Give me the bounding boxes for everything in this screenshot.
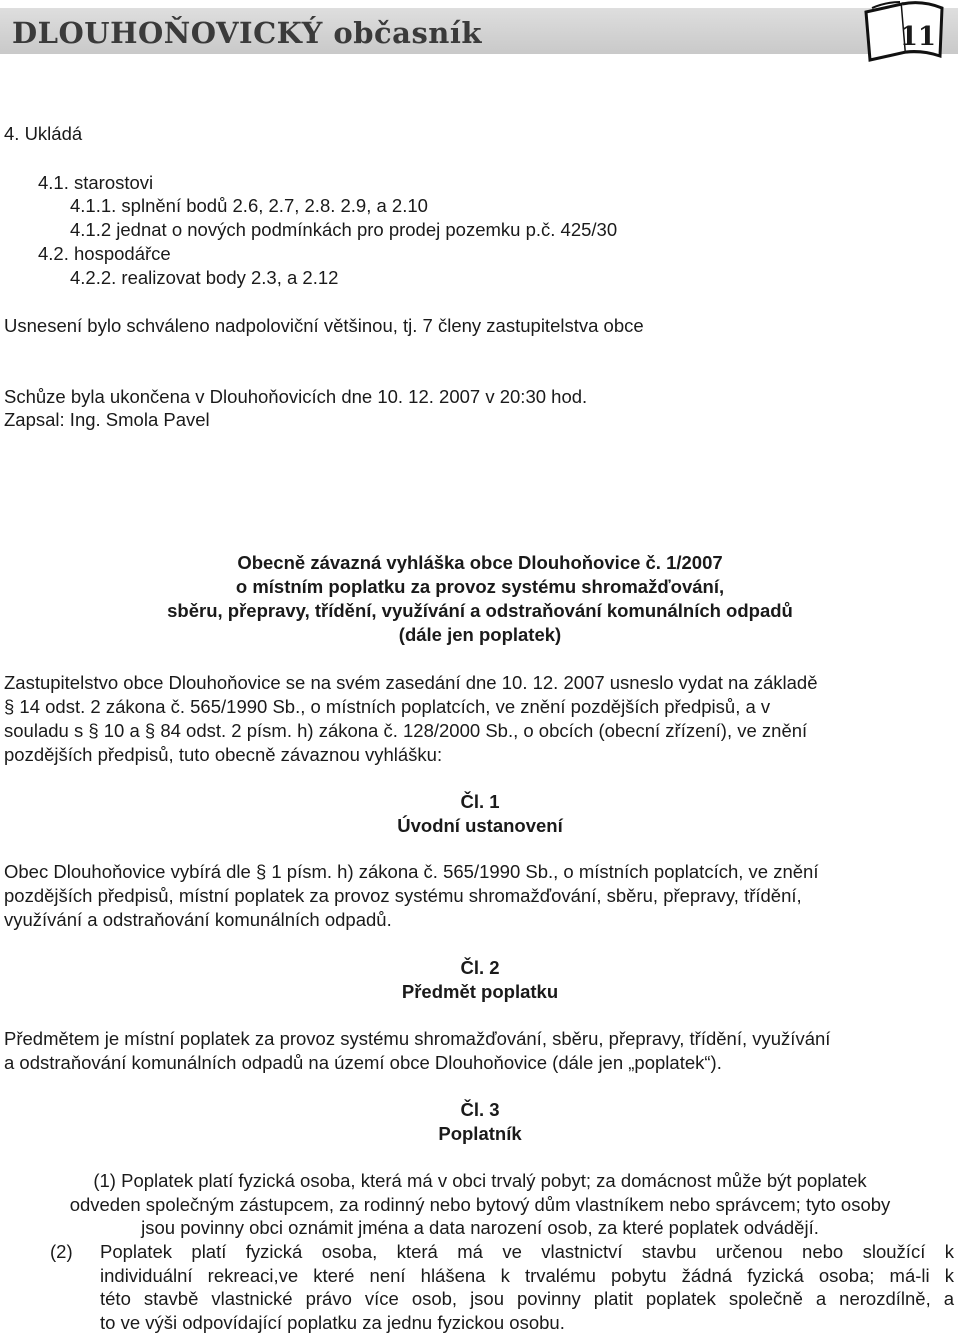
minutes-item: 4.2. hospodářce [38,243,171,264]
decree-subtitle: (dále jen poplatek) [398,624,562,645]
paragraph-2-text: této stavbě vlastnické právo více osob, jsou povinny platit poplatek společně a nerozdílně, a [100,1288,954,1309]
intro-line: souladu s § 10 a § 84 odst. 2 písm. h) zákona č. 128/2000 Sb., o obcích (obecní zřízení), ve znění [4,720,808,741]
minutes-item: 4.1.2 jednat o nových podmínkách pro prodej pozemku p.č. 425/30 [70,219,618,240]
article-text: Obec Dlouhoňovice vybírá dle § 1 písm. h) zákona č. 565/1990 Sb., o místních poplatcích, ve znění [4,861,819,882]
minutes-item: 4.2.2. realizovat body 2.3, a 2.12 [70,267,339,288]
paragraph-2-text: to ve výši odpovídající poplatku za jednu fyzickou osobu. [100,1312,565,1333]
closing-text: Schůze byla ukončena v Dlouhoňovicích dne 10. 12. 2007 v 20:30 hod. [4,386,588,407]
minutes-item: 4.1.1. splnění bodů 2.6, 2.7, 2.8. 2.9, a 2.10 [70,195,428,216]
decree-title: Obecně závazná vyhláška obce Dlouhoňovice č. 1/2007 [237,552,723,573]
article-title: Úvodní ustanovení [397,815,563,836]
paragraph-2-number: (2) [50,1241,73,1262]
paragraph-2-text: Poplatek platí fyzická osoba, která má ve vlastnictví stavbu určenou nebo sloužící k [100,1241,954,1262]
paragraph-1-text: jsou povinny obci oznámit jména a data narození osob, za které poplatek odvádějí. [141,1217,819,1238]
article-text: a odstraňování komunálních odpadů na území obce Dlouhoňovice (dále jen „poplatek“). [4,1052,722,1073]
minutes-item: 4.1. starostovi [38,172,154,193]
article-number: Čl. 1 [460,791,500,812]
page-header-bar [0,8,958,54]
intro-line: pozdějších předpisů, tuto obecně závaznou vyhlášku: [4,744,443,765]
intro-line: Zastupitelstvo obce Dlouhoňovice se na svém zasedání dne 10. 12. 2007 usneslo vydat na základě [4,672,818,693]
article-number: Čl. 3 [460,1099,500,1120]
article-number: Čl. 2 [460,957,500,978]
newsletter-title: DLOUHOŇOVICKÝ občasník [12,16,482,50]
decree-subtitle: sběru, přepravy, třídění, využívání a odstraňování komunálních odpadů [167,600,793,621]
article-text: využívání a odstraňování komunálních odpadů. [4,909,392,930]
paragraph-1-text: odveden společným zástupcem, za rodinný nebo bytový dům vlastníkem nebo správcem; tyto osoby [69,1194,891,1215]
article-text: Předmětem je místní poplatek za provoz systému shromažďování, sběru, přepravy, třídění, využívání [4,1028,831,1049]
minutes-heading: 4. Ukládá [4,123,83,144]
paragraph-1-text: (1) Poplatek platí fyzická osoba, která má v obci trvalý pobyt; za domácnost může být poplatek [93,1170,867,1191]
page-number: 11 [899,22,936,52]
article-title: Předmět poplatku [401,981,559,1002]
decree-subtitle: o místním poplatku za provoz systému shromažďování, [235,576,725,597]
recorder-text: Zapsal: Ing. Smola Pavel [4,409,210,430]
article-title: Poplatník [438,1123,522,1144]
intro-line: § 14 odst. 2 zákona č. 565/1990 Sb., o místních poplatcích, ve znění pozdějších předpisů, a v [4,696,771,717]
article-text: pozdějších předpisů, místní poplatek za provoz systému shromažďování, sběru, přepravy, třídění, [4,885,802,906]
paragraph-2-text: individuální rekreaci,ve které není hlášena k trvalému pobytu žádná fyzická osoba; má-li k [100,1265,954,1286]
approval-text: Usnesení bylo schváleno nadpoloviční většinou, tj. 7 členy zastupitelstva obce [4,315,644,336]
